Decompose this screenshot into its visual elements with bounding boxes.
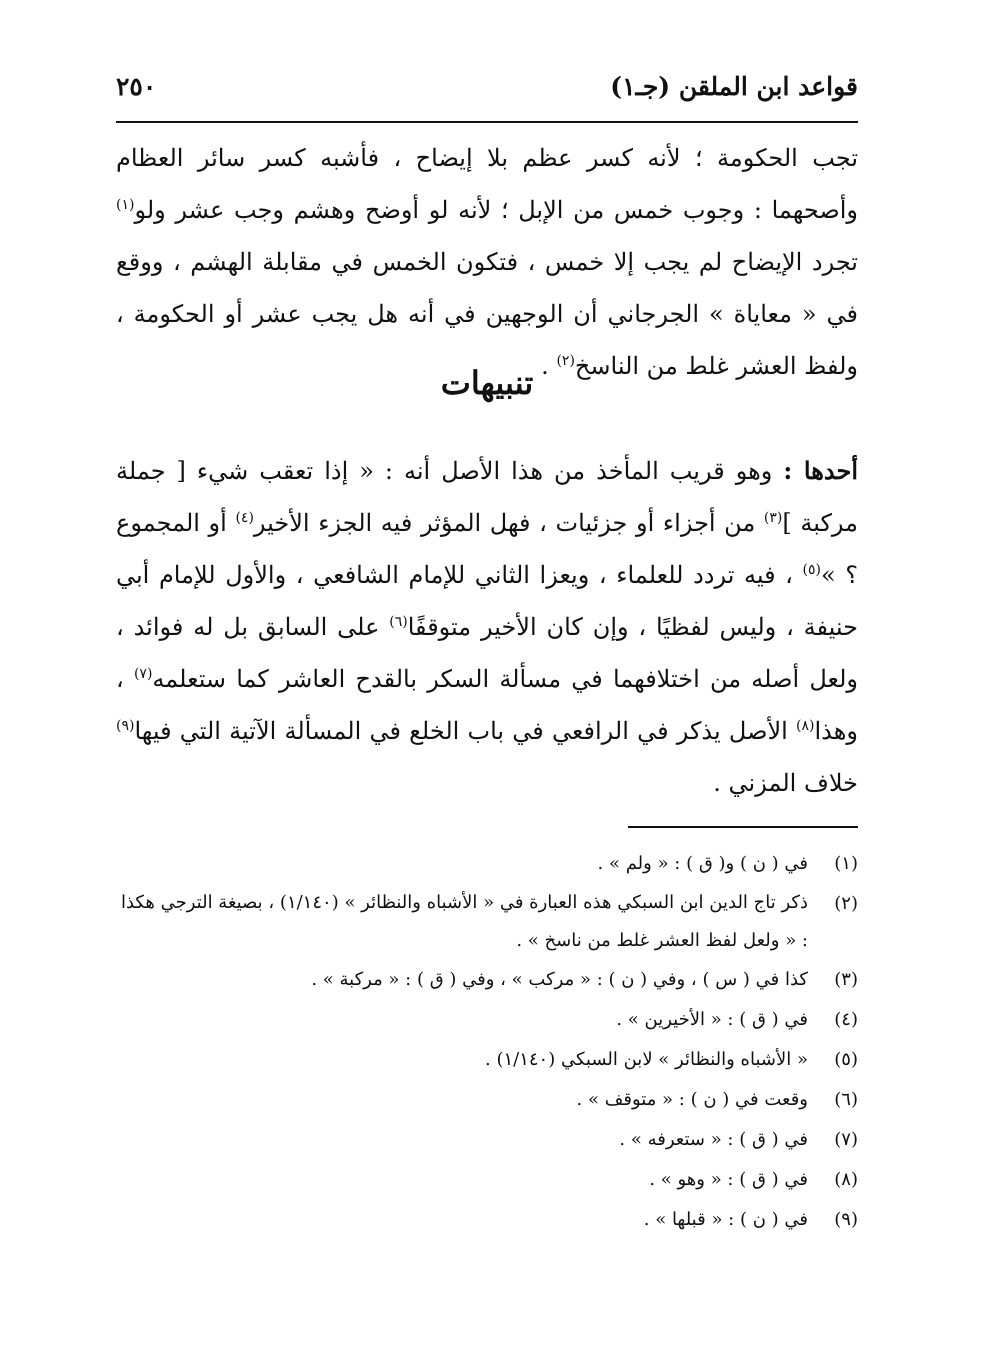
footnote-ref-9[interactable]: (٩) [116, 718, 135, 734]
paragraph-2-text-f: ، وهذا [116, 665, 858, 745]
footnotes-list [116, 844, 858, 1240]
footnote-separator [628, 826, 858, 828]
footnote-ref-4[interactable]: (٤) [235, 510, 254, 526]
paragraph-2-text-g: الأصل يذكر في الرافعي في باب الخلع في المسألة الآتية التي فيها [134, 717, 797, 745]
paragraph-2-text-d: ، فيه تردد للعلماء ، ويعزا الثاني للإمام الشافعي ، والأول للإمام أبي حنيفة ، وليس لفظيًا ، وإن كان الأخير متوقفًا [116, 561, 858, 641]
running-header [116, 72, 858, 112]
footnote-text: وقعت في ( ن ) : « متوقف » . [576, 1089, 808, 1110]
footnote-number: (٧) [834, 1129, 858, 1150]
footnote-ref-3[interactable]: (٣) [763, 510, 783, 526]
paragraph-1 [116, 132, 858, 392]
footnote-6 [116, 1080, 858, 1120]
footnote-number: (٨) [834, 1169, 858, 1190]
footnote-text: في ( ق ) : « ستعرفه » . [619, 1129, 808, 1150]
paragraph-2-lead: أحدها : [783, 456, 858, 485]
footnote-number: (٥) [834, 1049, 858, 1070]
footnote-number: (١) [834, 853, 858, 874]
header-rule [116, 121, 858, 123]
footnote-number: (٣) [834, 969, 858, 990]
footnote-ref-5[interactable]: (٥) [802, 562, 821, 578]
footnote-text: في ( ن ) و( ق ) : « ولم » . [597, 853, 808, 874]
footnote-2 [116, 884, 858, 960]
paragraph-2-text-h: خلاف المزني . [713, 769, 858, 797]
footnote-text: ذكر تاج الدين ابن السبكي هذه العبارة في « الأشباه والنظائر » (١/١٤٠) ، بصيغة الترجي هكذا : « ولعل لفظ العشر غلط من ناسخ » . [120, 892, 808, 951]
footnote-text: في ( ق ) : « الأخيرين » . [616, 1009, 808, 1030]
footnote-ref-7[interactable]: (٧) [133, 666, 153, 682]
header-title: قواعد ابن الملقن (جـ١) [610, 72, 858, 101]
footnote-ref-6[interactable]: (٦) [389, 614, 408, 630]
paragraph-2-text-b: من أجزاء أو جزئيات ، فهل المؤثر فيه الجزء الأخير [253, 509, 764, 537]
footnote-text: في ( ن ) : « قبلها » . [643, 1209, 808, 1230]
footnote-ref-2[interactable]: (٢) [556, 353, 575, 369]
paragraph-2-text-a: وهو قريب المأخذ من هذا الأصل أنه : « إذا تعقب شيء [ جملة مركبة ] [116, 457, 858, 537]
footnote-7 [116, 1120, 858, 1160]
footnote-number: (٦) [834, 1089, 858, 1110]
page-number: ٢٥٠ [116, 72, 157, 101]
footnote-text: كذا في ( س ) ، وفي ( ن ) : « مركب » ، وفي ( ق ) : « مركبة » . [311, 969, 808, 990]
footnote-number: (٩) [834, 1209, 858, 1230]
paragraph-2-text-c: أو المجموع ؟ » [116, 509, 858, 589]
footnote-number: (٤) [834, 1009, 858, 1030]
section-heading: تنبيهات [440, 364, 534, 402]
paragraph-1-text-c: . [541, 352, 557, 380]
paragraph-1-text-a: تجب الحكومة ؛ لأنه كسر عظم بلا إيضاح ، فأشبه كسر سائر العظام وأصحهما : وجوب خمس من الإبل ؛ لأنه لو أوضح وهشم وجب عشر ولو [116, 144, 858, 224]
paragraph-2 [116, 445, 858, 809]
paragraph-2-text-e: على السابق بل له فوائد ، ولعل أصله من اختلافهما في مسألة السكر بالقدح العاشر كما ستعلمه [116, 613, 859, 693]
footnote-ref-8[interactable]: (٨) [796, 718, 815, 734]
footnote-text: في ( ق ) : « وهو » . [649, 1169, 808, 1190]
paragraph-1-text-b: تجرد الإيضاح لم يجب إلا خمس ، فتكون الخمس في مقابلة الهشم ، ووقع في « معاياة » الجرجاني أن الوجهين في أنه هل يجب عشر أو الحكومة ، ولفظ العشر غلط من الناسخ [116, 248, 858, 380]
footnote-ref-1[interactable]: (١) [116, 197, 135, 213]
footnote-number: (٢) [834, 893, 858, 914]
footnote-4 [116, 1000, 858, 1040]
footnote-3 [116, 960, 858, 1000]
footnote-text: « الأشباه والنظائر » لابن السبكي (١/١٤٠) . [485, 1049, 808, 1070]
footnote-1 [116, 844, 858, 884]
footnote-8 [116, 1160, 858, 1200]
footnote-5 [116, 1040, 858, 1080]
footnote-9 [116, 1200, 858, 1240]
